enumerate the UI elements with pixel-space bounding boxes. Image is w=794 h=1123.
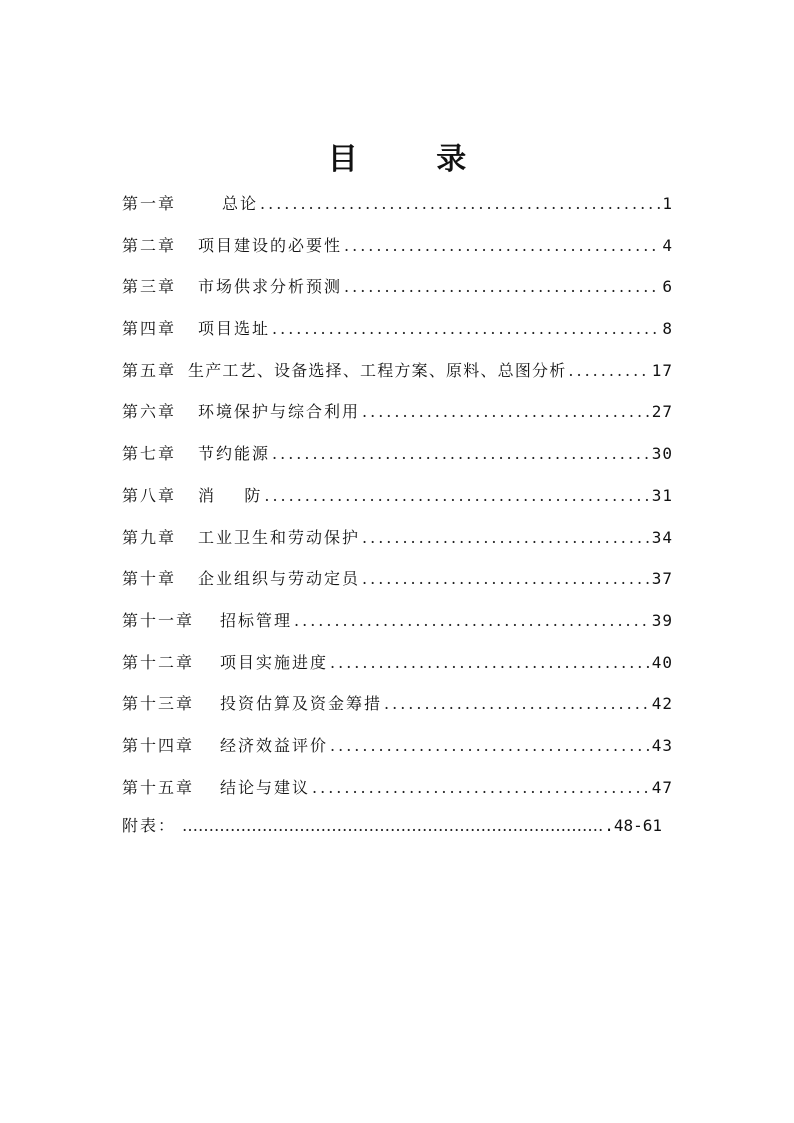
chapter-number: 第三章	[122, 277, 177, 297]
chapter-title: 项目选址	[198, 319, 271, 339]
page-number: 17	[651, 360, 673, 380]
chapter-number: 第十五章	[122, 777, 195, 797]
chapter-title: 工业卫生和劳动保护	[198, 527, 361, 547]
toc-entry-chapter-12[interactable]	[122, 642, 673, 684]
toc-entry-chapter-10[interactable]	[122, 558, 673, 600]
toc-entry-chapter-6[interactable]	[122, 391, 673, 433]
chapter-number: 第四章	[122, 319, 177, 339]
dot-leader	[362, 391, 650, 433]
toc-entry-chapter-5[interactable]	[122, 350, 673, 392]
page-number: 43	[651, 735, 673, 755]
dot-leader	[272, 308, 660, 350]
chapter-title: 生产工艺、设备选择、工程方案、原料、总图分析	[188, 360, 567, 380]
dot-leader	[330, 725, 650, 767]
chapter-title: 项目实施进度	[220, 652, 329, 672]
chapter-number: 第十二章	[122, 652, 195, 672]
toc-entry-chapter-1[interactable]	[122, 183, 673, 225]
chapter-number: 第十四章	[122, 735, 195, 755]
page-number: 47	[651, 777, 673, 797]
page-number: 40	[651, 652, 673, 672]
page-number: 27	[651, 402, 673, 422]
chapter-title: 经济效益评价	[220, 735, 329, 755]
dot-leader	[272, 433, 650, 475]
page-number: 42	[651, 694, 673, 714]
page-number: 34	[651, 527, 673, 547]
chapter-number: 第二章	[122, 235, 177, 255]
toc-entry-chapter-9[interactable]	[122, 517, 673, 559]
dot-leader	[330, 642, 650, 684]
toc-entry-appendix[interactable]	[122, 806, 662, 846]
chapter-title: 总论	[222, 194, 259, 213]
dot-leader	[344, 266, 660, 308]
page-number: 39	[651, 610, 673, 630]
toc-entry-chapter-2[interactable]	[122, 225, 673, 267]
dot-leader	[260, 183, 660, 225]
page-number: 4	[662, 235, 673, 255]
toc-entry-chapter-15[interactable]	[122, 767, 673, 809]
toc-title: 目 录	[327, 142, 501, 177]
page-number: 6	[662, 277, 673, 297]
chapter-title: 结论与建议	[220, 777, 311, 797]
chapter-number: 第五章	[122, 360, 177, 380]
page-number: 8	[662, 319, 673, 339]
appendix-label: 附表：	[122, 816, 177, 835]
chapter-title: 企业组织与劳动定员	[198, 569, 361, 589]
dot-leader	[384, 683, 650, 725]
dot-leader	[264, 475, 649, 517]
toc-entry-chapter-13[interactable]	[122, 683, 673, 725]
toc-entry-chapter-14[interactable]	[122, 725, 673, 767]
chapter-number: 第六章	[122, 402, 177, 422]
chapter-title: 环境保护与综合利用	[198, 402, 361, 422]
chapter-title: 消 防	[198, 485, 263, 505]
toc-entry-chapter-8[interactable]	[122, 475, 673, 517]
dot-leader	[568, 350, 649, 392]
toc-entry-chapter-4[interactable]	[122, 308, 673, 350]
page-number: 31	[651, 485, 673, 505]
chapter-number: 第七章	[122, 444, 177, 464]
chapter-number: 第九章	[122, 527, 177, 547]
appendix-page-range: .48-61	[604, 816, 662, 835]
chapter-number: 第十一章	[122, 610, 195, 630]
ellipsis-leader	[182, 806, 602, 846]
chapter-title: 投资估算及资金筹措	[220, 694, 383, 714]
dot-leader	[344, 225, 660, 267]
dot-leader	[362, 558, 650, 600]
chapter-number: 第十三章	[122, 694, 195, 714]
dot-leader	[294, 600, 650, 642]
table-of-contents	[122, 183, 673, 808]
chapter-number: 第一章	[122, 194, 177, 213]
chapter-title: 项目建设的必要性	[198, 235, 343, 255]
toc-entry-chapter-11[interactable]	[122, 600, 673, 642]
page-number: 1	[662, 194, 673, 213]
toc-entry-chapter-7[interactable]	[122, 433, 673, 475]
dot-leader	[312, 767, 650, 809]
toc-entry-chapter-3[interactable]	[122, 266, 673, 308]
chapter-title: 市场供求分析预测	[198, 277, 343, 297]
dot-leader	[362, 517, 650, 559]
chapter-title: 节约能源	[198, 444, 271, 464]
chapter-title: 招标管理	[220, 610, 293, 630]
chapter-number: 第十章	[122, 569, 177, 589]
page-number: 30	[651, 444, 673, 464]
page-number: 37	[651, 569, 673, 589]
chapter-number: 第八章	[122, 485, 177, 505]
